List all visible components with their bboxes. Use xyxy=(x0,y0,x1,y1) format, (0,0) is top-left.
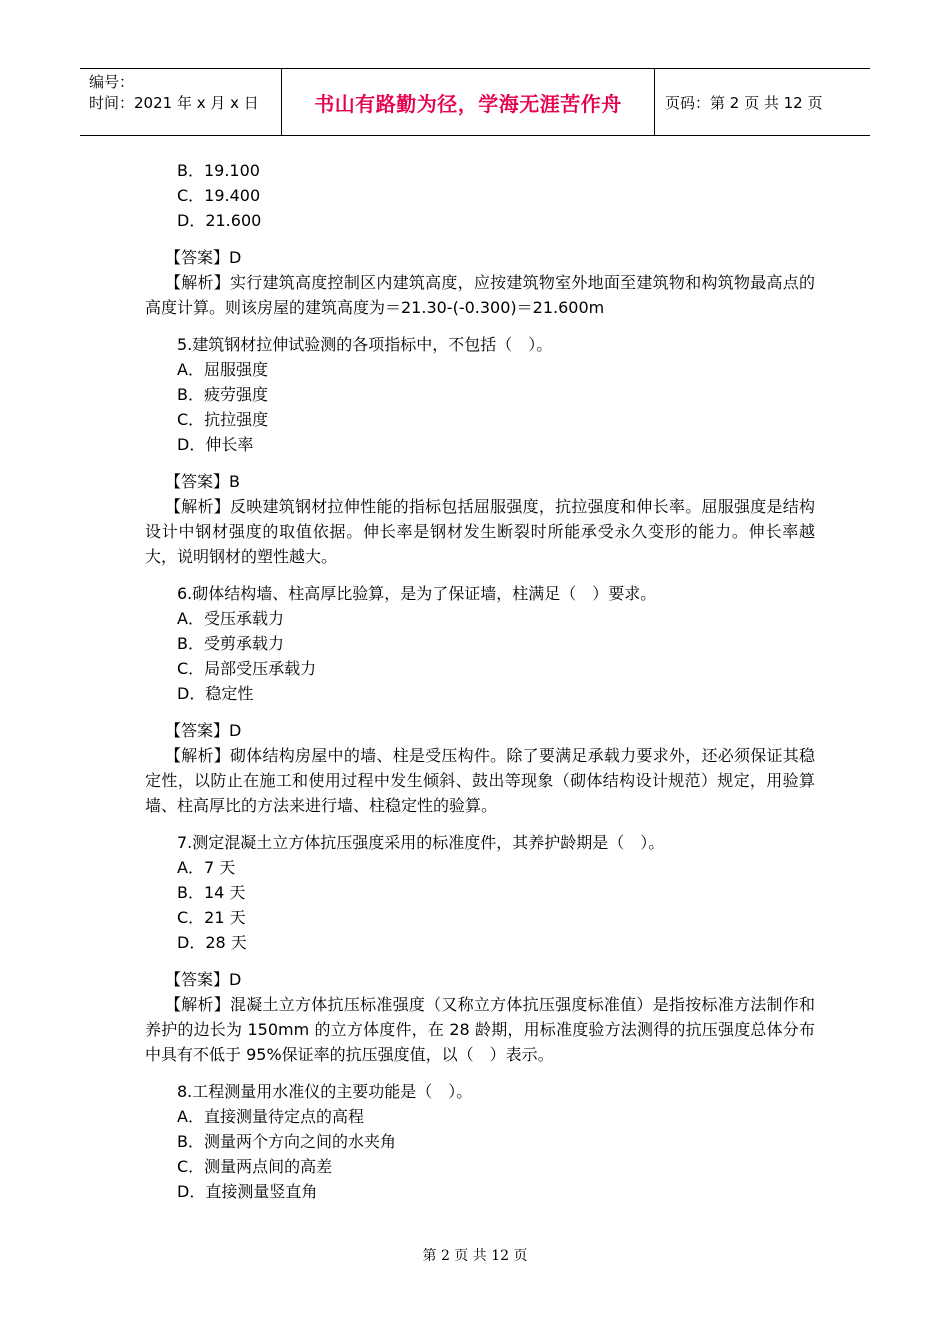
option-c: C．21 天 xyxy=(177,908,246,927)
option-d: D．21.600 xyxy=(177,211,262,230)
analysis-paragraph: 【解析】实行建筑高度控制区内建筑高度，应按建筑物室外地面至建筑物和构筑物最高点的高度计算。则该房屋的建筑高度为＝21.30-(-0.300)＝21.600m xyxy=(145,273,815,317)
option-a: A．直接测量待定点的高程 xyxy=(177,1107,364,1126)
option-b: B．测量两个方向之间的水夹角 xyxy=(177,1132,396,1151)
option-c: C．局部受压承载力 xyxy=(177,659,317,678)
option-a: A．屈服强度 xyxy=(177,360,268,379)
header-left-cell xyxy=(80,69,282,135)
answer-line: 【答案】D xyxy=(165,970,242,989)
option-a: A．受压承载力 xyxy=(177,609,284,628)
option-a: A．7 天 xyxy=(177,858,236,877)
option-c: C．19.400 xyxy=(177,186,261,205)
page-footer: 第 2 页 共 12 页 xyxy=(422,1248,528,1264)
option-b: B．19.100 xyxy=(177,161,260,180)
option-b: B．14 天 xyxy=(177,883,246,902)
answer-line: 【答案】D xyxy=(165,721,242,740)
question-stem: 5.建筑钢材拉伸试验测的各项指标中，不包括（ ）。 xyxy=(177,335,553,354)
motto-text: 书山有路勤为径，学海无涯苦作舟 xyxy=(314,91,622,116)
header-right-cell xyxy=(655,69,870,135)
date-label: 时间：2021 年 x 月 x 日 xyxy=(89,94,259,112)
header-middle-cell xyxy=(282,69,655,135)
option-c: C．抗拉强度 xyxy=(177,410,269,429)
question-stem: 6.砌体结构墙、柱高厚比验算，是为了保证墙，柱满足（ ）要求。 xyxy=(177,584,657,603)
answer-line: 【答案】B xyxy=(165,472,240,491)
option-b: B．受剪承载力 xyxy=(177,634,284,653)
document-body xyxy=(145,158,815,1204)
option-d: D．28 天 xyxy=(177,933,247,952)
analysis-paragraph: 【解析】混凝土立方体抗压标准强度（又称立方体抗压强度标准值）是指按标准方法制作和养护的边长为 150mm 的立方体度件，在 28 龄期，用标准度验方法测得的抗压强度总体分布中具有不低于 95%保证率的抗压强度值，以（ ）表示。 xyxy=(145,995,815,1064)
option-d: D．稳定性 xyxy=(177,684,254,703)
analysis-paragraph: 【解析】砌体结构房屋中的墙、柱是受压构件。除了要满足承载力要求外，还必须保证其稳定性，以防止在施工和使用过程中发生倾斜、鼓出等现象（砌体结构设计规范）规定，用验算墙、柱高厚比的方法来进行墙、柱稳定性的验算。 xyxy=(145,746,815,815)
option-c: C．测量两点间的高差 xyxy=(177,1157,333,1176)
question-stem: 8.工程测量用水准仪的主要功能是（ ）。 xyxy=(177,1082,473,1101)
question-stem: 7.测定混凝土立方体抗压强度采用的标准度件，其养护龄期是（ ）。 xyxy=(177,833,665,852)
answer-line: 【答案】D xyxy=(165,248,242,267)
option-b: B．疲劳强度 xyxy=(177,385,268,404)
page-header xyxy=(80,68,870,136)
analysis-paragraph: 【解析】反映建筑钢材拉伸性能的指标包括屈服强度，抗拉强度和伸长率。屈服强度是结构设计中钢材强度的取值依据。伸长率是钢材发生断裂时所能承受永久变形的能力。伸长率越大，说明钢材的塑性越大。 xyxy=(145,497,815,566)
option-d: D．直接测量竖直角 xyxy=(177,1182,318,1201)
number-label: 编号： xyxy=(89,73,135,91)
option-d: D．伸长率 xyxy=(177,435,254,454)
page-label: 页码：第 2 页 共 12 页 xyxy=(665,93,823,112)
